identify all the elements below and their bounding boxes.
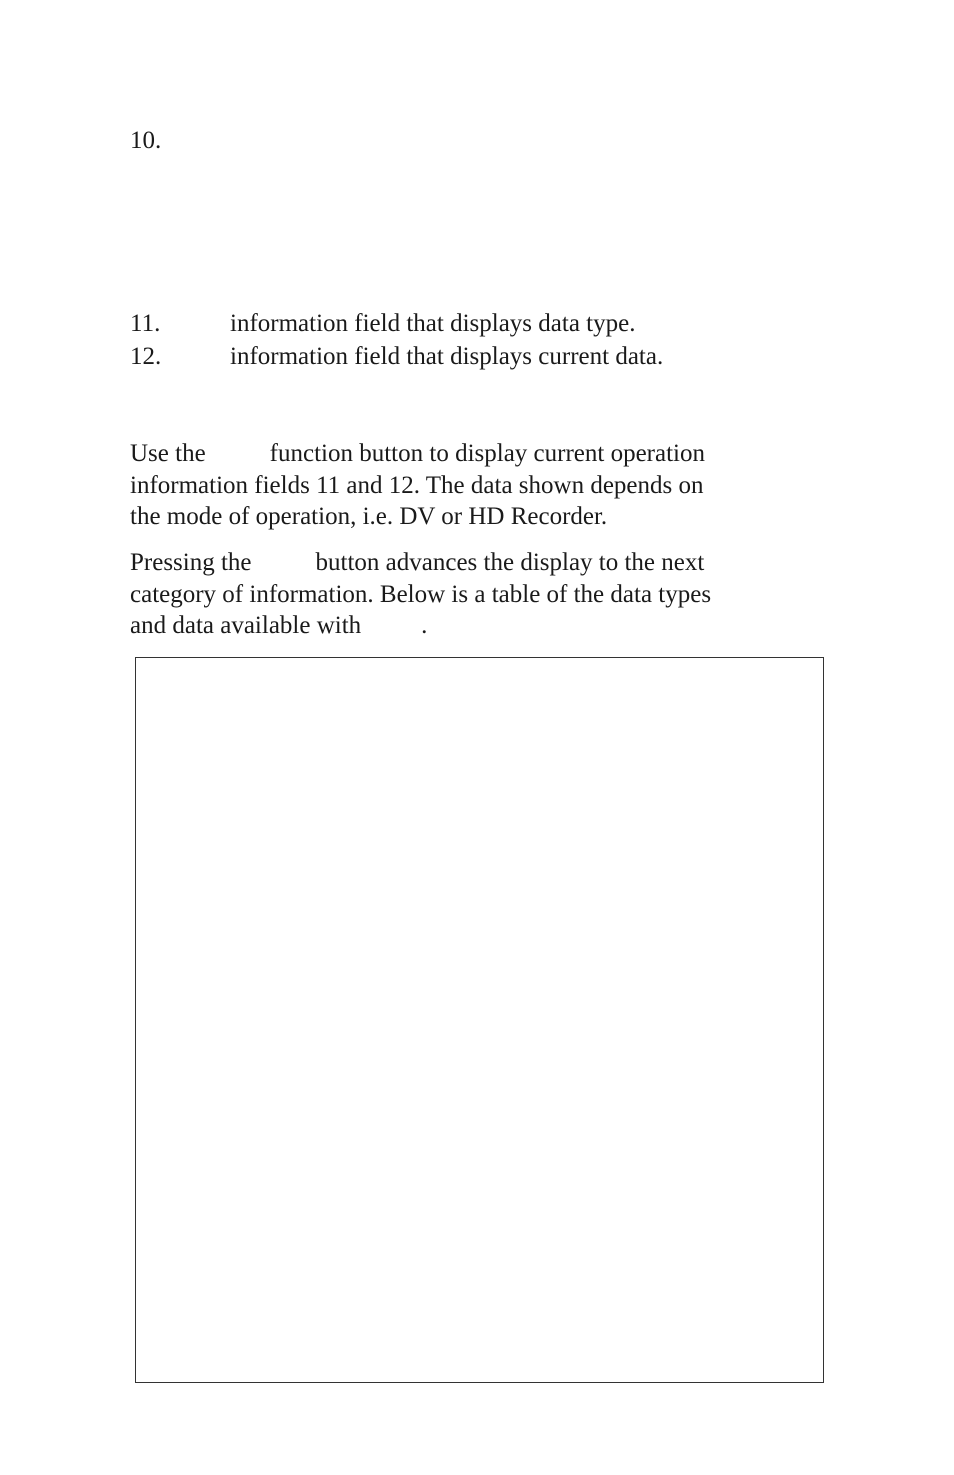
text-segment: button advances the display to the next	[315, 549, 705, 576]
text-segment: Pressing the	[130, 549, 252, 576]
item-text: information field that displays current data.	[230, 343, 664, 370]
text-segment: and data available with	[130, 612, 362, 639]
paragraph-line	[130, 547, 820, 579]
item-number: 10.	[130, 127, 162, 154]
data-table-frame	[135, 657, 824, 1383]
text-segment: .	[421, 612, 428, 639]
item-number: 12.	[130, 343, 162, 370]
text-segment: Use the	[130, 440, 206, 467]
item-number: 11.	[130, 310, 161, 337]
paragraph-line	[130, 610, 820, 642]
paragraph-function-button	[130, 438, 820, 533]
paragraph-line: the mode of operation, i.e. DV or HD Recorder.	[130, 503, 608, 530]
paragraph-line	[130, 438, 820, 470]
text-segment: function button to display current operation	[269, 440, 705, 467]
paragraph-line: information fields 11 and 12. The data shown depends on	[130, 471, 704, 499]
paragraph-line: category of information. Below is a table of the data types	[130, 580, 712, 608]
item-text: information field that displays data type.	[230, 310, 636, 337]
paragraph-advance-button	[130, 547, 820, 642]
